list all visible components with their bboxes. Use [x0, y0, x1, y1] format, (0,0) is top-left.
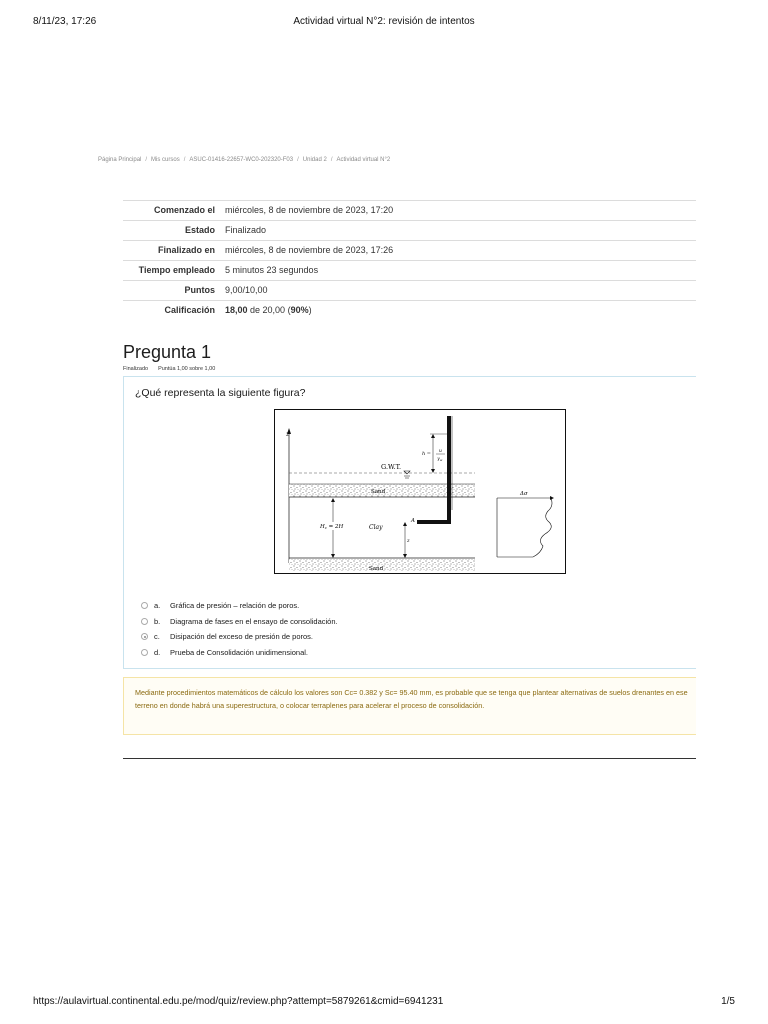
answer-letter: c.: [154, 632, 160, 642]
breadcrumb: [98, 157, 390, 163]
load-diagram-arrow: [550, 496, 554, 500]
grade-percent: 90%: [290, 305, 309, 315]
hc-arrow-bottom: [331, 554, 335, 558]
summary-value-grade: [221, 301, 696, 321]
grade-max: de 20,00 (: [247, 305, 291, 315]
print-footer: [33, 996, 735, 1010]
clay-label: Clay: [369, 524, 383, 531]
piezometer-tube-vertical: [447, 416, 451, 524]
breadcrumb-separator: /: [297, 157, 299, 163]
answer-text: Prueba de Consolidación unidimensional.: [170, 647, 309, 657]
print-datetime: 8/11/23, 17:26: [33, 16, 97, 27]
question-text: ¿Qué representa la siguiente figura?: [135, 387, 306, 399]
question-divider: [123, 758, 696, 759]
summary-label: Estado: [184, 225, 215, 235]
radio-button[interactable]: [141, 618, 148, 625]
h-label: h =: [422, 451, 431, 457]
answer-option-c[interactable]: [141, 629, 338, 645]
piezometer-tube-horizontal: [417, 520, 451, 524]
gwt-label: G.W.T.: [381, 463, 402, 471]
breadcrumb-unit[interactable]: Unidad 2: [302, 157, 327, 163]
upper-sand-label: Sand: [371, 489, 386, 495]
answer-options: [141, 598, 338, 660]
h-arrow-top: [431, 434, 435, 438]
breadcrumb-home[interactable]: Página Principal: [98, 157, 142, 163]
summary-value: 9,00/10,00: [225, 285, 268, 295]
summary-row-finished: [123, 241, 696, 261]
z-axis-label: z: [286, 431, 290, 438]
summary-row-started: [123, 201, 696, 221]
breadcrumb-separator: /: [145, 157, 148, 163]
grade-close: ): [308, 305, 312, 315]
summary-row-grade: [123, 301, 696, 321]
attempt-summary-table: [123, 200, 696, 320]
answer-option-d[interactable]: [141, 645, 338, 661]
point-a-label: A: [411, 518, 415, 524]
page-number: 1/5: [721, 996, 735, 1007]
question-meta: [123, 366, 215, 372]
consolidation-figure-svg: [275, 410, 564, 572]
hc-arrow-top: [331, 498, 335, 502]
load-diagram-curve: [533, 498, 552, 557]
water-table-icon: [404, 471, 410, 474]
print-title: Actividad virtual N°2: revisión de intentos: [293, 16, 475, 27]
hc-label: Hc = 2H: [320, 524, 344, 530]
summary-label: Comenzado el: [153, 205, 215, 215]
answer-text: Disipación del exceso de presión de poros.: [170, 632, 314, 642]
answer-letter: d.: [154, 647, 161, 657]
summary-value: 5 minutos 23 segundos: [225, 265, 319, 275]
breadcrumb-activity[interactable]: Actividad virtual N°2: [336, 157, 391, 163]
radio-button-selected[interactable]: [141, 633, 148, 640]
question-title: Pregunta 1: [123, 342, 212, 362]
breadcrumb-course[interactable]: ASUC-01416-22657-WC0-202320-F03: [189, 157, 294, 163]
summary-row-time: [123, 261, 696, 281]
question-score: Puntúa 1,00 sobre 1,00: [158, 366, 216, 372]
radio-button[interactable]: [141, 602, 148, 609]
summary-value: miércoles, 8 de noviembre de 2023, 17:20: [225, 205, 394, 215]
print-header: [33, 16, 735, 30]
summary-label: Tiempo empleado: [138, 265, 215, 275]
summary-label: Calificación: [164, 305, 215, 315]
h-fraction-num: u: [439, 449, 442, 454]
summary-label: Puntos: [184, 285, 215, 295]
summary-label: Finalizado en: [157, 245, 215, 255]
breadcrumb-my-courses[interactable]: Mis cursos: [151, 157, 180, 163]
consolidation-figure: [274, 409, 566, 574]
summary-row-state: [123, 221, 696, 241]
summary-value: miércoles, 8 de noviembre de 2023, 17:26: [225, 245, 394, 255]
h-arrow-bottom: [431, 469, 435, 473]
grade-value: 18,00: [225, 305, 248, 315]
z-arrow-bottom: [403, 554, 407, 558]
radio-button[interactable]: [141, 649, 148, 656]
summary-value: Finalizado: [225, 225, 267, 235]
h-fraction-den: $\gamma_w$: [437, 457, 443, 462]
z-arrow-top: [403, 522, 407, 526]
lower-sand-label: Sand: [369, 566, 384, 572]
breadcrumb-separator: /: [330, 157, 333, 163]
breadcrumb-separator: /: [183, 157, 186, 163]
feedback-text: Mediante procedimientos matemáticos de cálculo los valores son Cc= 0.382 y Sc= 95.40 mm, es probable que se tenga que plantear alternativas de suelos drenantes en ese terreno en donde habrá una superestructura, o colocar terraplenes para acelerar el proceso de consolidación.: [135, 688, 688, 710]
answer-option-b[interactable]: [141, 614, 338, 630]
summary-row-points: [123, 281, 696, 301]
answer-option-a[interactable]: [141, 598, 338, 614]
question-state: Finalizado: [123, 366, 149, 372]
z-dimension-label: z: [407, 538, 410, 544]
delta-sigma-label: Δσ: [520, 491, 528, 497]
print-url: https://aulavirtual.continental.edu.pe/mod/quiz/review.php?attempt=5879261&cmid=6941231: [33, 996, 444, 1007]
answer-letter: b.: [154, 616, 161, 626]
answer-text: Diagrama de fases en el ensayo de consolidación.: [170, 616, 338, 626]
answer-text: Gráfica de presión – relación de poros.: [170, 601, 300, 611]
answer-letter: a.: [154, 601, 161, 611]
